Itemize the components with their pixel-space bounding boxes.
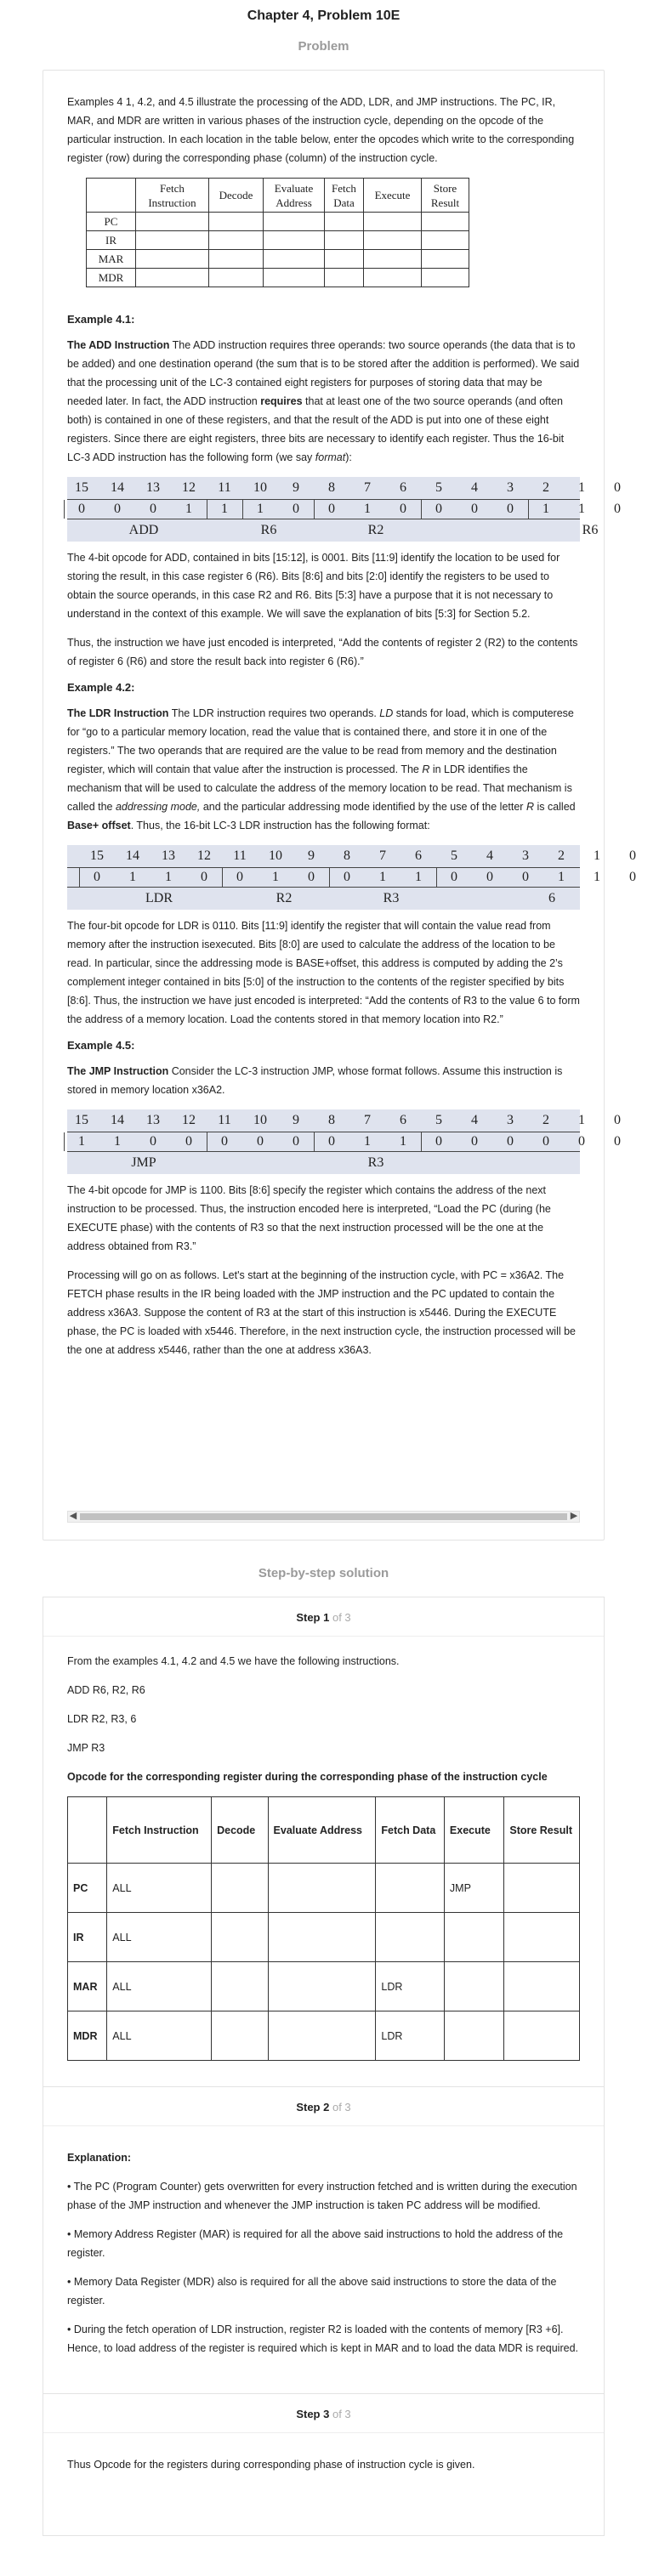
bit-value: 1 xyxy=(257,502,264,516)
bit-number: 9 xyxy=(308,848,315,863)
bit-value: 0 xyxy=(257,1134,264,1149)
field-divider xyxy=(314,500,315,519)
example-4-1-explanation: The 4-bit opcode for ADD, contained in bits [15:12], is 0001. Bits [11:9] identify the location to be used for storing the result, in this case register 6 (R6). Bits [8:6] and bits [2:0] identify the registers to be used to obtain the source operands, in this case R2 and R6. Bits [5:3] have a purpose that it is not necessary to understand in the context of this example. We will save the explanation of bits [5:3] for Section 5.2. xyxy=(67,552,560,620)
bit-number: 7 xyxy=(364,1113,371,1127)
explanation-bullet: • Memory Data Register (MDR) also is required for all the above said instructions to store the data of the register. xyxy=(67,2276,557,2306)
bit-number: 4 xyxy=(486,848,493,863)
row-label: IR xyxy=(87,231,136,250)
bit-value: 1 xyxy=(114,1134,121,1149)
bit-value: 0 xyxy=(400,502,406,516)
col-header: Execute xyxy=(364,179,422,213)
explanation-heading: Explanation: xyxy=(67,2152,132,2164)
bit-fields xyxy=(67,1152,580,1174)
bit-value: 0 xyxy=(78,502,85,516)
bit-value: 0 xyxy=(221,1134,228,1149)
example-4-5-explanation: The 4-bit opcode for JMP is 1100. Bits [8:6] specify the register which contains the address of the next instruction to be processed. Thus, the instruction encoded here is interpreted, “Load the PC (during (he EXECUTE phase) with the contents of R3 so that the next instruction processed will be the one at the address obtained from R3.” xyxy=(67,1184,551,1252)
bit-value: 1 xyxy=(185,502,192,516)
bit-value: 0 xyxy=(150,1134,156,1149)
bit-field-label: R6 xyxy=(582,523,599,537)
bit-value: 0 xyxy=(614,1134,621,1149)
bit-number: 2 xyxy=(543,480,549,495)
bit-value: 0 xyxy=(507,1134,514,1149)
bit-value: 1 xyxy=(578,502,585,516)
bit-field-label: LDR xyxy=(145,891,173,905)
bit-number: 2 xyxy=(558,848,565,863)
scroll-right-icon[interactable]: ▶ xyxy=(570,1511,578,1521)
bit-number: 0 xyxy=(629,848,636,863)
bit-number: 13 xyxy=(146,1113,160,1127)
solution-table xyxy=(67,1796,580,2061)
bit-number: 0 xyxy=(614,1113,621,1127)
bit-number: 8 xyxy=(328,480,335,495)
col-header: Fetch Instruction xyxy=(136,179,209,213)
col-header: Store Result xyxy=(504,1797,580,1864)
explanation-bullet: • The PC (Program Counter) gets overwritten for every instruction fetched and is written during the execution phase of the JMP instruction and whenever the JMP instruction is taken PC address will be modified. xyxy=(67,2181,577,2211)
bit-value: 0 xyxy=(471,1134,478,1149)
explanation-bullet: • Memory Address Register (MAR) is required for all the above said instructions to hold the address of the register. xyxy=(67,2228,564,2259)
bit-numbers xyxy=(67,1109,621,1132)
step-3-header: Step 3 of 3 xyxy=(296,2408,351,2420)
step-1-intro: From the examples 4.1, 4.2 and 4.5 we have the following instructions. xyxy=(67,1655,400,1667)
col-header: Execute xyxy=(444,1797,503,1864)
bit-number: 3 xyxy=(507,480,514,495)
bit-fields xyxy=(67,519,599,542)
field-divider xyxy=(329,868,330,887)
bit-field-label: R6 xyxy=(260,523,277,537)
bit-value: 0 xyxy=(614,502,621,516)
field-divider xyxy=(64,500,65,519)
bit-number: 11 xyxy=(233,848,247,863)
field-divider xyxy=(314,1132,315,1151)
bit-field-label: R2 xyxy=(367,523,384,537)
instruction-ldr: LDR R2, R3, 6 xyxy=(67,1713,137,1725)
ldr-bit-format xyxy=(67,845,636,910)
bit-value: 1 xyxy=(78,1134,85,1149)
bit-value: 0 xyxy=(308,870,315,884)
bit-value: 0 xyxy=(486,870,493,884)
bit-number: 3 xyxy=(522,848,529,863)
bit-number: 1 xyxy=(594,848,600,863)
bit-number: 7 xyxy=(364,480,371,495)
bit-number: 5 xyxy=(435,1113,442,1127)
bit-value: 0 xyxy=(201,870,207,884)
bit-value: 0 xyxy=(344,870,350,884)
table-caption: Opcode for the corresponding register during the corresponding phase of the instruction cycle xyxy=(67,1771,548,1783)
bit-value: 1 xyxy=(129,870,136,884)
bit-value: 0 xyxy=(471,502,478,516)
bit-number: 12 xyxy=(182,480,196,495)
bit-value: 0 xyxy=(293,502,299,516)
bit-value: 1 xyxy=(364,1134,371,1149)
problem-table xyxy=(86,178,469,287)
bit-number: 15 xyxy=(90,848,104,863)
example-4-1-heading: Example 4.1: xyxy=(67,313,135,326)
table-row: PC ALL JMP xyxy=(68,1864,580,1913)
bit-value: 1 xyxy=(364,502,371,516)
bit-number: 11 xyxy=(218,1113,231,1127)
bit-numbers xyxy=(67,845,636,867)
col-header: Fetch Data xyxy=(376,1797,445,1864)
horizontal-scrollbar[interactable] xyxy=(67,1511,580,1523)
example-4-1-text: The ADD Instruction The ADD instruction requires three operands: two source operands (the data that is to be added) and one destination operand (the sum that is to be stored after the addition is performed). We said that the processing unit of the LC-3 contained eight registers for purposes of storing data that may be needed later. In fact, the ADD instruction requires that at least one of the two source operands (and often both) is contained in one of these registers, and that the result of the ADD is put into one of these eight registers. Since there are eight registers, three bits are necessary to identify each register. Thus the 16-bit LC-3 ADD instruction has the following form (we say format): xyxy=(67,339,580,463)
col-header: Evaluate Address xyxy=(268,1797,376,1864)
bit-number: 10 xyxy=(269,848,282,863)
table-row: IR ALL xyxy=(68,1913,580,1962)
bit-number: 12 xyxy=(197,848,211,863)
problem-heading: Problem xyxy=(298,39,349,54)
bit-number: 2 xyxy=(543,1113,549,1127)
row-label: PC xyxy=(87,213,136,231)
bit-value: 0 xyxy=(435,1134,442,1149)
bit-number: 6 xyxy=(400,480,406,495)
example-4-5-text: The JMP Instruction Consider the LC-3 instruction JMP, whose format follows. Assume this instruction is stored in memory location x36A2. xyxy=(67,1065,563,1096)
bit-number: 10 xyxy=(253,480,267,495)
step-3-card xyxy=(43,2394,605,2536)
bit-number: 13 xyxy=(146,480,160,495)
table-row: MDR ALL LDR xyxy=(68,2011,580,2061)
bit-value: 0 xyxy=(543,1134,549,1149)
field-divider xyxy=(421,500,422,519)
bit-number: 0 xyxy=(614,480,621,495)
problem-card xyxy=(43,70,636,1540)
field-divider xyxy=(528,500,529,519)
scrollbar-thumb[interactable] xyxy=(80,1513,567,1520)
step-1-card xyxy=(43,1597,605,2087)
bit-number: 10 xyxy=(253,1113,267,1127)
bit-fields xyxy=(67,888,580,910)
example-4-1-interpretation: Thus, the instruction we have just encoded is interpreted, “Add the contents of register 2 (R2) to the contents of register 6 (R6) and store the result back into register 6 (R6).” xyxy=(67,637,578,667)
bit-field-label: R3 xyxy=(383,891,400,905)
col-header: Evaluate Address xyxy=(264,179,325,213)
bit-number: 7 xyxy=(379,848,386,863)
bit-values xyxy=(67,499,621,519)
field-divider xyxy=(421,1132,422,1151)
bit-number: 12 xyxy=(182,1113,196,1127)
bit-number: 1 xyxy=(578,480,585,495)
bit-value: 0 xyxy=(328,502,335,516)
instruction-add: ADD R6, R2, R6 xyxy=(67,1684,145,1696)
bit-value: 0 xyxy=(293,1134,299,1149)
bit-number: 14 xyxy=(126,848,139,863)
step-2-header: Step 2 of 3 xyxy=(296,2101,351,2114)
bit-value: 0 xyxy=(328,1134,335,1149)
bit-value: 0 xyxy=(629,870,636,884)
bit-value: 0 xyxy=(150,502,156,516)
bit-number: 5 xyxy=(451,848,457,863)
bit-value: 0 xyxy=(451,870,457,884)
instruction-jmp: JMP R3 xyxy=(67,1742,105,1754)
bit-number: 5 xyxy=(435,480,442,495)
field-divider xyxy=(242,500,243,519)
bit-value: 1 xyxy=(558,870,565,884)
col-header: Store Result xyxy=(422,179,469,213)
bit-value: 1 xyxy=(543,502,549,516)
bit-value: 1 xyxy=(165,870,172,884)
bit-value: 1 xyxy=(415,870,422,884)
field-divider xyxy=(64,1132,65,1151)
bit-field-label: JMP xyxy=(131,1155,156,1170)
bit-value: 0 xyxy=(507,502,514,516)
example-4-5-processing: Processing will go on as follows. Let's start at the beginning of the instruction cycle, with PC = x36A2. The FETCH phase results in the IR being loaded with the JMP instruction and the PC updated to contain the address x36A3. Suppose the content of R3 at the start of this instruction is x5446. During the EXECUTE phase, the PC is loaded with x5446. Therefore, in the next instruction cycle, the instruction processed will be the one at address x5446, rather than the one at address x36A3. xyxy=(67,1269,577,1356)
bit-number: 14 xyxy=(111,480,124,495)
bit-values xyxy=(67,1132,621,1152)
problem-intro: Examples 4 1, 4.2, and 4.5 illustrate the processing of the ADD, LDR, and JMP instructions. The PC, IR, MAR, and MDR are written in various phases of the instruction cycle, depending on the opcode of the particular instruction. In each location in the table below, enter the opcodes which write to the corresponding register (row) during the corresponding phase (column) of the instruction cycle. xyxy=(67,96,575,164)
bit-value: 0 xyxy=(236,870,243,884)
example-4-2-text: The LDR Instruction The LDR instruction requires two operands. LD stands for load, which is computerese for “go to a particular memory location, read the value that is contained there, and store it in one of the registers.” The two operands that are required are the value to be read from memory and the destination register, which will contain that value after the instruction is processed. The R in LDR identifies the mechanism that will be used to calculate the address of the memory location to be read. That mechanism is called the addressing mode, and the particular addressing mode identified by the use of the letter R is called Base+ offset. Thus, the 16-bit LC-3 LDR instruction has the following format: xyxy=(67,707,576,831)
bit-value: 0 xyxy=(578,1134,585,1149)
bit-number: 15 xyxy=(75,480,88,495)
step-2-card xyxy=(43,2087,605,2394)
bit-value: 0 xyxy=(114,502,121,516)
row-label: MAR xyxy=(87,250,136,269)
bit-number: 8 xyxy=(328,1113,335,1127)
add-bit-format xyxy=(67,477,621,542)
bit-number: 14 xyxy=(111,1113,124,1127)
bit-value: 0 xyxy=(522,870,529,884)
bit-value: 1 xyxy=(400,1134,406,1149)
bit-number: 9 xyxy=(293,1113,299,1127)
bit-value: 1 xyxy=(594,870,600,884)
example-4-2-explanation: The four-bit opcode for LDR is 0110. Bits [11:9] identify the register that will contain the value read from memory after the instruction isexecuted. Bits [8:0] are used to calculate the address of the location to be read. In particular, since the addressing mode is BASE+offset, this address is computed by adding the 2’s complement integer contained in bits [5:0] of the instruction to the contents of the register specified by bits [8:6]. Thus, the instruction we have just encoded is interpreted: “Add the contents of R3 to the value 6 to form the address of a memory location. Load the contents stored in that memory location into R2.” xyxy=(67,920,580,1025)
bit-number: 4 xyxy=(471,480,478,495)
bit-value: 0 xyxy=(435,502,442,516)
example-4-5-heading: Example 4.5: xyxy=(67,1039,135,1052)
bit-field-label: R3 xyxy=(367,1155,384,1170)
bit-number: 3 xyxy=(507,1113,514,1127)
bit-number: 6 xyxy=(400,1113,406,1127)
solution-heading: Step-by-step solution xyxy=(258,1566,389,1580)
bit-number: 4 xyxy=(471,1113,478,1127)
example-4-2-heading: Example 4.2: xyxy=(67,681,135,694)
explanation-bullet: • During the fetch operation of LDR instruction, register R2 is loaded with the contents of memory [R3 +6]. Hence, to load address of the register is required which is kept in MAR and to load the data MDR is required. xyxy=(67,2324,579,2354)
bit-field-label: ADD xyxy=(128,523,159,537)
scroll-left-icon[interactable]: ◀ xyxy=(69,1511,77,1521)
field-divider xyxy=(222,868,223,887)
row-label: MDR xyxy=(87,269,136,287)
bit-number: 11 xyxy=(218,480,231,495)
bit-field-label: R2 xyxy=(276,891,293,905)
bit-number: 13 xyxy=(162,848,175,863)
bit-field-label: 6 xyxy=(548,891,555,905)
bit-value: 0 xyxy=(185,1134,192,1149)
field-divider xyxy=(436,868,437,887)
table-row: MAR ALL LDR xyxy=(68,1962,580,2011)
bit-values xyxy=(67,867,636,888)
bit-value: 1 xyxy=(221,502,228,516)
col-header: Decode xyxy=(212,1797,268,1864)
bit-numbers xyxy=(67,477,621,499)
bit-value: 1 xyxy=(272,870,279,884)
bit-value: 1 xyxy=(379,870,386,884)
bit-value: 0 xyxy=(94,870,100,884)
bit-number: 9 xyxy=(293,480,299,495)
step-1-header: Step 1 of 3 xyxy=(296,1611,351,1624)
field-divider xyxy=(79,868,80,887)
bit-number: 1 xyxy=(578,1113,585,1127)
col-header: Fetch Data xyxy=(325,179,364,213)
jmp-bit-format xyxy=(67,1109,621,1174)
bit-number: 8 xyxy=(344,848,350,863)
bit-number: 15 xyxy=(75,1113,88,1127)
step-3-text: Thus Opcode for the registers during corresponding phase of instruction cycle is given. xyxy=(67,2459,475,2471)
page-title: Chapter 4, Problem 10E xyxy=(247,9,401,23)
bit-number: 6 xyxy=(415,848,422,863)
col-header: Decode xyxy=(209,179,264,213)
col-header: Fetch Instruction xyxy=(107,1797,212,1864)
